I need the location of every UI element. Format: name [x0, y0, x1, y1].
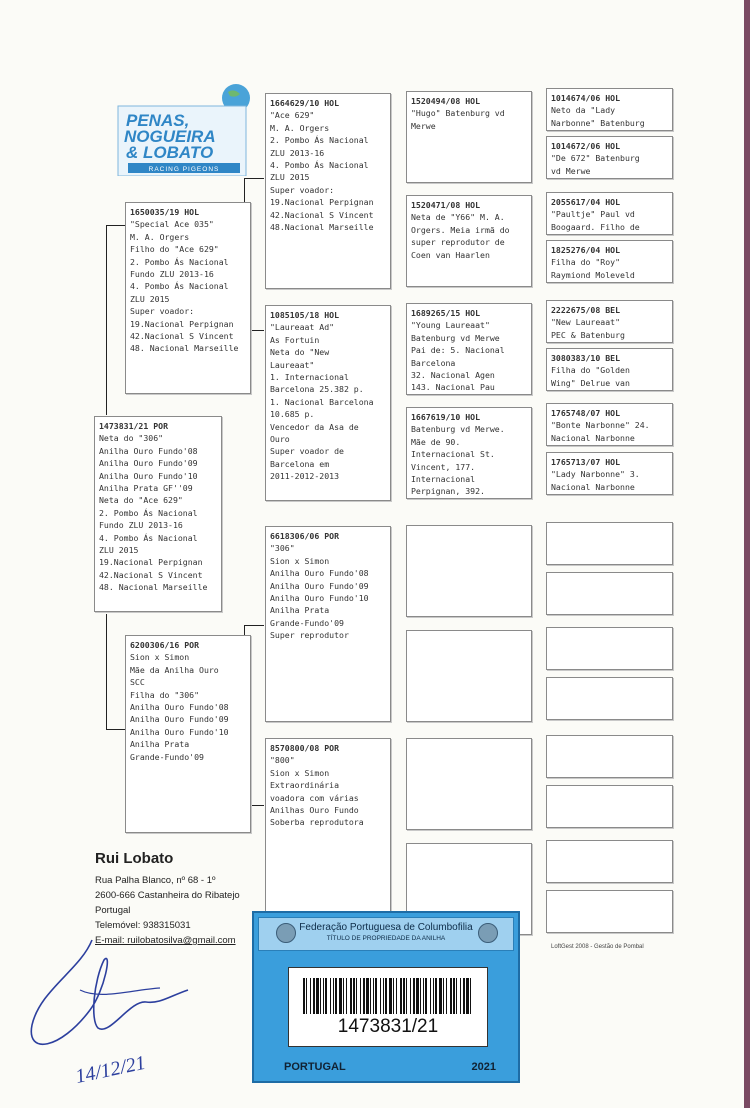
info-line: M. A. Orgers [270, 122, 330, 133]
info-line: 19.Nacional Perpignan [130, 318, 234, 329]
connector [532, 320, 533, 370]
gen4-box-empty[interactable] [406, 738, 532, 830]
connector [106, 729, 125, 730]
connector [106, 225, 125, 226]
info-line: Batenburg vd Merwe. [411, 424, 505, 435]
owner-phone: Telemóvel: 938315031 [95, 920, 191, 931]
info-line: Fundo ZLU 2013-16 [99, 520, 183, 531]
info-line: 143. Nacional Pau [411, 382, 495, 393]
signature-date: 14/12/21 [73, 1051, 148, 1089]
connector [532, 650, 533, 698]
ring-number: 1667619/10 HOL [411, 412, 481, 422]
info-line: Anilha Ouro Fundo'10 [99, 470, 198, 481]
gen3-box[interactable] [265, 93, 391, 289]
info-line: "Hugo" Batenburg vd [411, 108, 505, 119]
gen5-box-empty[interactable] [546, 890, 673, 933]
gen5-box[interactable] [546, 452, 673, 495]
connector [106, 614, 107, 729]
connector [244, 625, 264, 626]
info-line: "Laureaat Ad" [270, 322, 335, 333]
ring-number: 1689265/15 HOL [411, 308, 481, 318]
info-line: 10.685 p. [270, 409, 315, 420]
logo-tagline: RACING PIGEONS [148, 166, 220, 173]
info-line: Anilhas Ouro Fundo [270, 805, 359, 816]
info-line: "800" [270, 755, 295, 766]
info-line: Neta do "306" [99, 433, 164, 444]
owner-address1: Rua Palha Blanco, nº 68 - 1º [95, 875, 216, 886]
info-line: Neta do "Ace 629" [99, 495, 183, 506]
logo [116, 84, 256, 176]
owner-country: Portugal [95, 905, 131, 916]
info-line: 2. Pombo Ás Nacional [130, 256, 229, 267]
info-line: Sion x Simon [270, 555, 330, 566]
info-line: Mãe da Anilha Ouro [130, 664, 219, 675]
ring-number: 1520494/08 HOL [411, 96, 481, 106]
info-line: Wing" Delrue van [551, 377, 630, 388]
info-line: Batenburg vd Merwe [411, 332, 500, 343]
info-line: Neta do "New [270, 347, 330, 358]
info-line: Pai de: 5. Nacional [411, 345, 505, 356]
info-line: Nacional Narbonne [551, 432, 635, 443]
info-line: Super voador de [270, 446, 344, 457]
info-line: Perpignan, 392. [411, 486, 485, 497]
info-line: 4. Pombo Ás Nacional [270, 160, 369, 171]
info-line: ZLU 2015 [270, 172, 310, 183]
gen4-box-empty[interactable] [406, 630, 532, 722]
info-line: Narbonne" Batenburg [551, 117, 645, 128]
info-line: Anilha Ouro Fundo'08 [130, 702, 229, 713]
info-line: Anilha Ouro Fundo'08 [270, 568, 369, 579]
info-line: Barcelona em [270, 458, 330, 469]
card-year: 2021 [471, 1061, 496, 1073]
page-edge [744, 0, 750, 1108]
ring-number: 6200306/16 POR [130, 640, 200, 650]
sire-box[interactable] [125, 202, 251, 394]
connector [532, 423, 533, 473]
info-line: Sion x Simon [270, 767, 330, 778]
ring-number: 6618306/06 POR [270, 531, 340, 541]
barcode-icon [303, 978, 473, 1014]
gen3-box[interactable] [265, 305, 391, 501]
gen5-box[interactable] [546, 403, 673, 446]
info-line: Super voador: [130, 306, 195, 317]
gen5-box-empty[interactable] [546, 627, 673, 670]
info-line: Nacional Narbonne [551, 481, 635, 492]
ring-number: 1014674/06 HOL [551, 93, 621, 103]
info-line: "306" [270, 543, 295, 554]
info-line: "Paultje" Paul vd [551, 209, 635, 220]
logo-line1: PENAS, [126, 111, 190, 130]
info-line: Orgers. Meia irmã do [411, 224, 510, 235]
software-note: LoftGest 2008 - Gestão de Pombal [551, 944, 644, 950]
info-line: Grande-Fundo'09 [130, 751, 204, 762]
info-line: Vincent, 177. [411, 461, 476, 472]
info-line: ZLU 2015 [99, 545, 139, 556]
info-line: Raymiond Moleveld [551, 269, 635, 280]
info-line: Anilha Ouro Fundo'09 [270, 580, 369, 591]
ring-number: 1765748/07 HOL [551, 408, 621, 418]
info-line: "Ace 629" [270, 110, 315, 121]
info-line: Anilha Ouro Fundo'08 [99, 445, 198, 456]
gen5-box-empty[interactable] [546, 735, 673, 778]
dam-box[interactable] [125, 635, 251, 833]
info-line: 2. Pombo Ás Nacional [270, 135, 369, 146]
connector [244, 178, 264, 179]
info-line: Super voador: [270, 184, 335, 195]
info-line: Vencedor da Asa de [270, 421, 359, 432]
info-line: Anilha Ouro Fundo'09 [130, 714, 229, 725]
info-line: 4. Pombo Ás Nacional [130, 281, 229, 292]
info-line: Neta de "Y66" M. A. [411, 212, 505, 223]
gen3-box[interactable] [265, 526, 391, 722]
ring-number: 1664629/10 HOL [270, 98, 340, 108]
gen5-box-empty[interactable] [546, 785, 673, 828]
info-line: Boogaard. Filho de [551, 221, 640, 232]
owner-name: Rui Lobato [95, 850, 174, 867]
info-line: SCC [130, 677, 145, 688]
info-line: 19.Nacional Perpignan [270, 197, 374, 208]
info-line: ZLU 2015 [130, 293, 170, 304]
info-line: Anilha Prata [270, 605, 330, 616]
gen5-box[interactable] [546, 240, 673, 283]
info-line: 32. Nacional Agen [411, 370, 495, 381]
gen4-box[interactable] [406, 407, 532, 499]
info-line: Internacional [411, 474, 476, 485]
info-line: Internacional St. [411, 449, 495, 460]
info-line: PEC & Batenburg [551, 329, 625, 340]
gen5-box[interactable] [546, 300, 673, 343]
info-line: As Fortuin [270, 334, 320, 345]
ring-number: 2055617/04 HOL [551, 197, 621, 207]
info-line: Barcelona [411, 357, 456, 368]
info-line: Barcelona 25.382 p. [270, 384, 364, 395]
connector [532, 545, 533, 595]
pigeon-emblem-icon [478, 923, 498, 943]
gen4-box[interactable] [406, 91, 532, 183]
info-line: M. A. Orgers [130, 231, 190, 242]
connector [532, 758, 533, 806]
connector [106, 225, 107, 415]
ring-number: 1825276/04 HOL [551, 245, 621, 255]
info-line: Filha do "Roy" [551, 257, 621, 268]
info-line: Neto da "Lady [551, 105, 616, 116]
ring-number: 1765713/07 HOL [551, 457, 621, 467]
info-line: super reprodutor de [411, 237, 505, 248]
ring-number: 2222675/08 BEL [551, 305, 621, 315]
connector [532, 108, 533, 156]
info-line: Grande-Fundo'09 [270, 617, 344, 628]
info-line: Anilha Ouro Fundo'10 [130, 726, 229, 737]
info-line: vd Merwe [551, 165, 591, 176]
info-line: Anilha Ouro Fundo'09 [99, 458, 198, 469]
gen3-box[interactable] [265, 738, 391, 934]
info-line: Super reprodutor [270, 630, 349, 641]
ring-number: 1650035/19 HOL [130, 207, 200, 217]
info-line: "New Laureaat" [551, 317, 621, 328]
gen5-box[interactable] [546, 136, 673, 179]
gen4-box[interactable] [406, 303, 532, 395]
connector [532, 212, 533, 262]
owner-address2: 2600-666 Castanheira do Ribatejo [95, 890, 240, 901]
info-line: Merwe [411, 120, 436, 131]
info-line: 42.Nacional S Vincent [130, 331, 234, 342]
info-line: 1. Internacional [270, 372, 349, 383]
info-line: 2011-2012-2013 [270, 471, 340, 482]
info-line: voadora com várias [270, 792, 359, 803]
info-line: 2. Pombo Ás Nacional [99, 507, 198, 518]
gen4-box-empty[interactable] [406, 525, 532, 617]
info-line: Mãe de 90. [411, 436, 461, 447]
emblem-icon [276, 923, 296, 943]
info-line: ZLU 2013-16 [270, 147, 325, 158]
ownership-card [252, 911, 520, 1083]
info-line: Fundo ZLU 2013-16 [130, 269, 214, 280]
federation-name: Federação Portuguesa de Columbofilia [299, 922, 473, 933]
info-line: Coen van Haarlen [411, 249, 490, 260]
info-line: 48. Nacional Marseille [99, 582, 208, 593]
info-line: Extraordinária [270, 780, 340, 791]
gen5-box[interactable] [546, 348, 673, 391]
info-line: Anilha Ouro Fundo'10 [270, 593, 369, 604]
card-country: PORTUGAL [284, 1061, 346, 1073]
info-line: "Lady Narbonne" 3. [551, 469, 640, 480]
card-subtitle: TÍTULO DE PROPRIEDADE DA ANILHA [326, 935, 446, 942]
barcode-area [288, 967, 488, 1047]
info-line: "Bonte Narbonne" 24. [551, 420, 650, 431]
info-line: Sion x Simon [130, 652, 190, 663]
info-line: "Young Laureaat" [411, 320, 490, 331]
gen5-box-empty[interactable] [546, 522, 673, 565]
info-line: 42.Nacional S Vincent [99, 569, 203, 580]
gen5-box[interactable] [546, 192, 673, 235]
ring-number: 1520471/08 HOL [411, 200, 481, 210]
ring-number: 1014672/06 HOL [551, 141, 621, 151]
ring-number: 1473831/21 POR [99, 421, 169, 431]
ring-code: 1473831/21 [337, 1016, 439, 1037]
info-line: Anilha Prata GF''09 [99, 483, 193, 494]
info-line: 19.Nacional Perpignan [99, 557, 203, 568]
ring-number: 1085105/18 HOL [270, 310, 340, 320]
info-line: Laureaat" [270, 359, 315, 370]
info-line: Filho do "Ace 629" [130, 244, 219, 255]
info-line: 48.Nacional Marseille [270, 222, 374, 233]
gen4-box[interactable] [406, 195, 532, 287]
ring-number: 3080383/10 BEL [551, 353, 621, 363]
info-line: Filha do "Golden [551, 365, 630, 376]
info-line: 1. Nacional Barcelona [270, 396, 374, 407]
subject-box[interactable] [94, 416, 222, 612]
info-line: Anilha Prata [130, 739, 190, 750]
gen5-box-empty[interactable] [546, 840, 673, 883]
logo-line2: NOGUEIRA [124, 127, 216, 146]
info-line: Filha do "306" [130, 689, 200, 700]
info-line: Soberba reprodutora [270, 817, 364, 828]
owner-email-link[interactable]: E-mail: ruilobatosilva@gmail.com [95, 935, 236, 946]
gen5-box-empty[interactable] [546, 677, 673, 720]
gen5-box-empty[interactable] [546, 572, 673, 615]
logo-line3: & LOBATO [126, 143, 214, 162]
ring-number: 8570800/08 POR [270, 743, 340, 753]
connector [532, 863, 533, 911]
card-header [258, 917, 514, 951]
info-line: Ouro [270, 434, 290, 445]
info-line: "De 672" Batenburg [551, 153, 640, 164]
gen5-box[interactable] [546, 88, 673, 131]
signature [20, 930, 200, 1090]
info-line: 48. Nacional Marseille [130, 343, 239, 354]
info-line: 4. Pombo Ás Nacional [99, 532, 198, 543]
info-line: 42.Nacional S Vincent [270, 209, 374, 220]
info-line: "Special Ace 035" [130, 219, 214, 230]
